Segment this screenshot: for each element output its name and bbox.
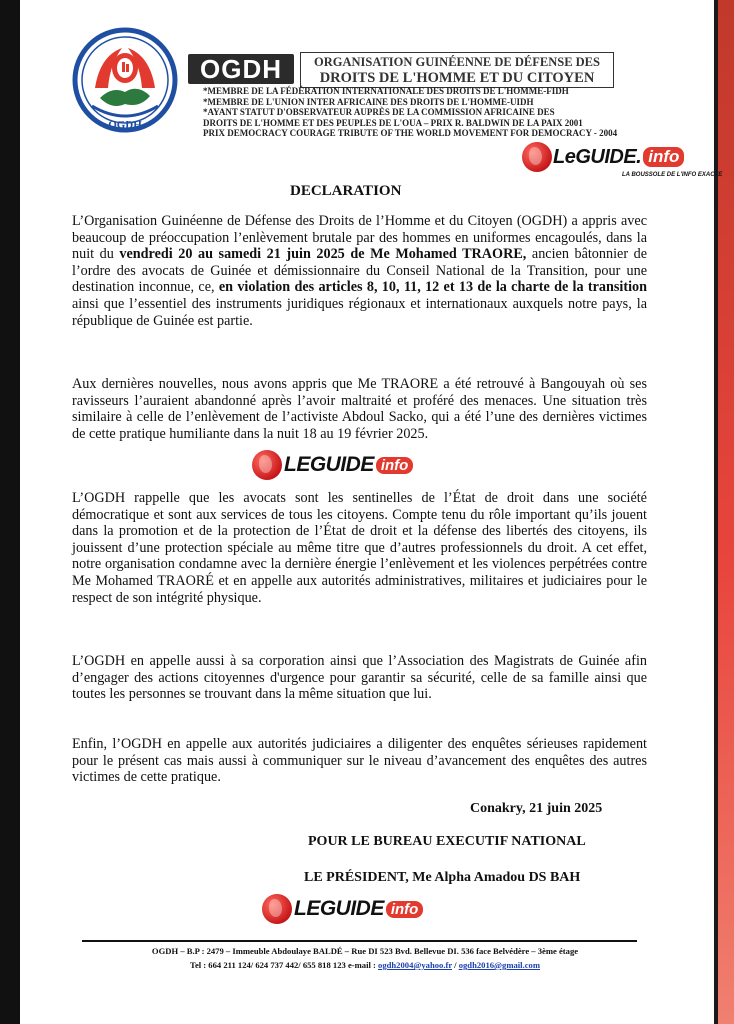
footer-separator: / [452,960,459,970]
membership-line: *MEMBRE DE LA FÉDÉRATION INTERNATIONALE DES DROITS DE L'HOMME-FIDH [203,86,569,96]
paragraph-5: Enfin, l’OGDH en appelle aux autorités judiciaires a diligenter des enquêtes sérieuses rapidement pour le présent cas mais aussi à communiquer sur le niveau d’avancement des enquêtes des autres victimes de cette pratique. [72,736,647,786]
membership-line: *AYANT STATUT D'OBSERVATEUR AUPRÈS DE LA COMMISSION AFRICAINE DES [203,107,555,117]
leguide-watermark-middle [252,450,413,480]
globe-icon [522,142,552,172]
watermark-info-badge: info [386,901,424,918]
email-link-2[interactable]: ogdh2016@gmail.com [458,960,540,970]
footer-divider [82,940,637,942]
org-name-line-1: ORGANISATION GUINÉENNE DE DÉFENSE DES [314,55,600,69]
globe-icon [252,450,282,480]
paragraph-2: Aux dernières nouvelles, nous avons appris que Me TRAORE a été retrouvé à Bangouyah où ses ravisseurs l’auraient abandonné après l’avoir maltraité et proféré des menaces. Une situation très similaire à celle de l’enlèvement de l’activiste Abdoul Sacko, qui a été l’une des dernières victimes de cette pratique humiliante dans la nuit 18 au 19 février 2025. [72,376,647,442]
paragraph-4: L’OGDH en appelle aussi à sa corporation ainsi que l’Association des Magistrats de Guinée afin d’engager des actions citoyennes d'urgence pour garantir sa sécurité, celle de sa famille ainsi que toutes les personnes se trouvant dans la même situation que lui. [72,653,647,703]
memberships-list [203,86,663,139]
signature-president: LE PRÉSIDENT, Me Alpha Amadou DS BAH [304,870,581,885]
p1-text-c: ancien bâtonnier de l’ordre des avocats de Guinée et démissionnaire du Conseil National de la Transition, pour une destination inconnue, ce, [72,246,647,296]
paragraph-3: L’OGDH rappelle que les avocats sont les sentinelles de l’État de droit dans une société démocratique et sont aux services de tous les citoyens. Compte tenu du rôle important qu’ils jouent dans la promotion et de la protection de l’État de droit et la défense des libertés des citoyens, ils jouissent d’une protection spéciale au même titre que d’autres professionnels du droit. A cet effet, notre organisation condamne avec la dernière énergie l’enlèvement et les violences perpétrées contre Me Mohamed TRAORÉ et en appelle aux autorités administratives, militaires et judiciaires pour le respect de son intégrité physique. [72,490,647,606]
globe-icon [262,894,292,924]
membership-line: DROITS DE L'HOMME ET DES PEUPLES DE L'OUA – PRIX R. BALDWIN DE LA PAIX 2001 [203,117,583,128]
watermark-word: LEGUIDE [294,897,384,920]
watermark-tagline: LA BOUSSOLE DE L'INFO EXACTE [622,172,723,178]
footer-phone: Tel : 664 211 124/ 624 737 442/ 655 818 123 e-mail : [190,960,379,970]
ogdh-logo [70,26,180,138]
document-page [20,20,723,1004]
p1-text-d: ainsi que l’essentiel des instruments juridiques régionaux et internationaux auxquels notre pays, la république de Guinée est partie. [72,295,647,329]
ogdh-abbreviation: OGDH [188,54,294,84]
watermark-word: LEGUIDE [284,453,374,476]
document-title: DECLARATION [290,183,402,199]
p1-bold-date: vendredi 20 au samedi 21 juin 2025 de Me Mohamed TRAORE, [119,246,527,263]
leguide-watermark-bottom [262,894,423,924]
footer-address: OGDH – B.P : 2479 – Immeuble Abdoulaye BALDÉ – Rue DI 523 Bvd. Bellevue DI. 536 face Belvédère – 3ème étage [151,946,579,956]
signature-bureau: POUR LE BUREAU EXECUTIF NATIONAL [308,834,586,849]
p1-text-a: L’Organisation Guinéenne de Défense des Droits de l’Homme et du Citoyen (OGDH) a appris avec beaucoup de préoccupation l’enlèvement brutale par des hommes en uniformes encagoulés, dans la nuit du [72,213,647,263]
organisation-name [300,52,614,88]
signature-place-date: Conakry, 21 juin 2025 [470,801,603,816]
page-right-border [718,0,734,1024]
watermark-info-badge: info [376,457,414,474]
p1-bold-articles: en violation des articles 8, 10, 11, 12 et 13 de la charte de la transition [218,279,647,296]
watermark-info-badge: info [643,147,684,167]
leguide-watermark-top [522,142,723,178]
watermark-word: LeGUIDE. [553,145,642,168]
membership-line: PRIX DEMOCRACY COURAGE TRIBUTE OF THE WORLD MOVEMENT FOR DEMOCRACY - 2004 [203,128,618,138]
page-left-border [0,0,20,1024]
email-link-1[interactable]: ogdh2004@yahoo.fr [378,960,453,970]
org-name-line-2: DROITS DE L'HOMME ET DU CITOYEN [319,70,595,86]
footer-contact [60,960,670,970]
membership-line: *MEMBRE DE L'UNION INTER AFRICAINE DES DROITS DE L'HOMME-UIDH [203,96,534,107]
paragraph-1 [72,213,647,329]
logo-text: OGDH [108,119,142,131]
